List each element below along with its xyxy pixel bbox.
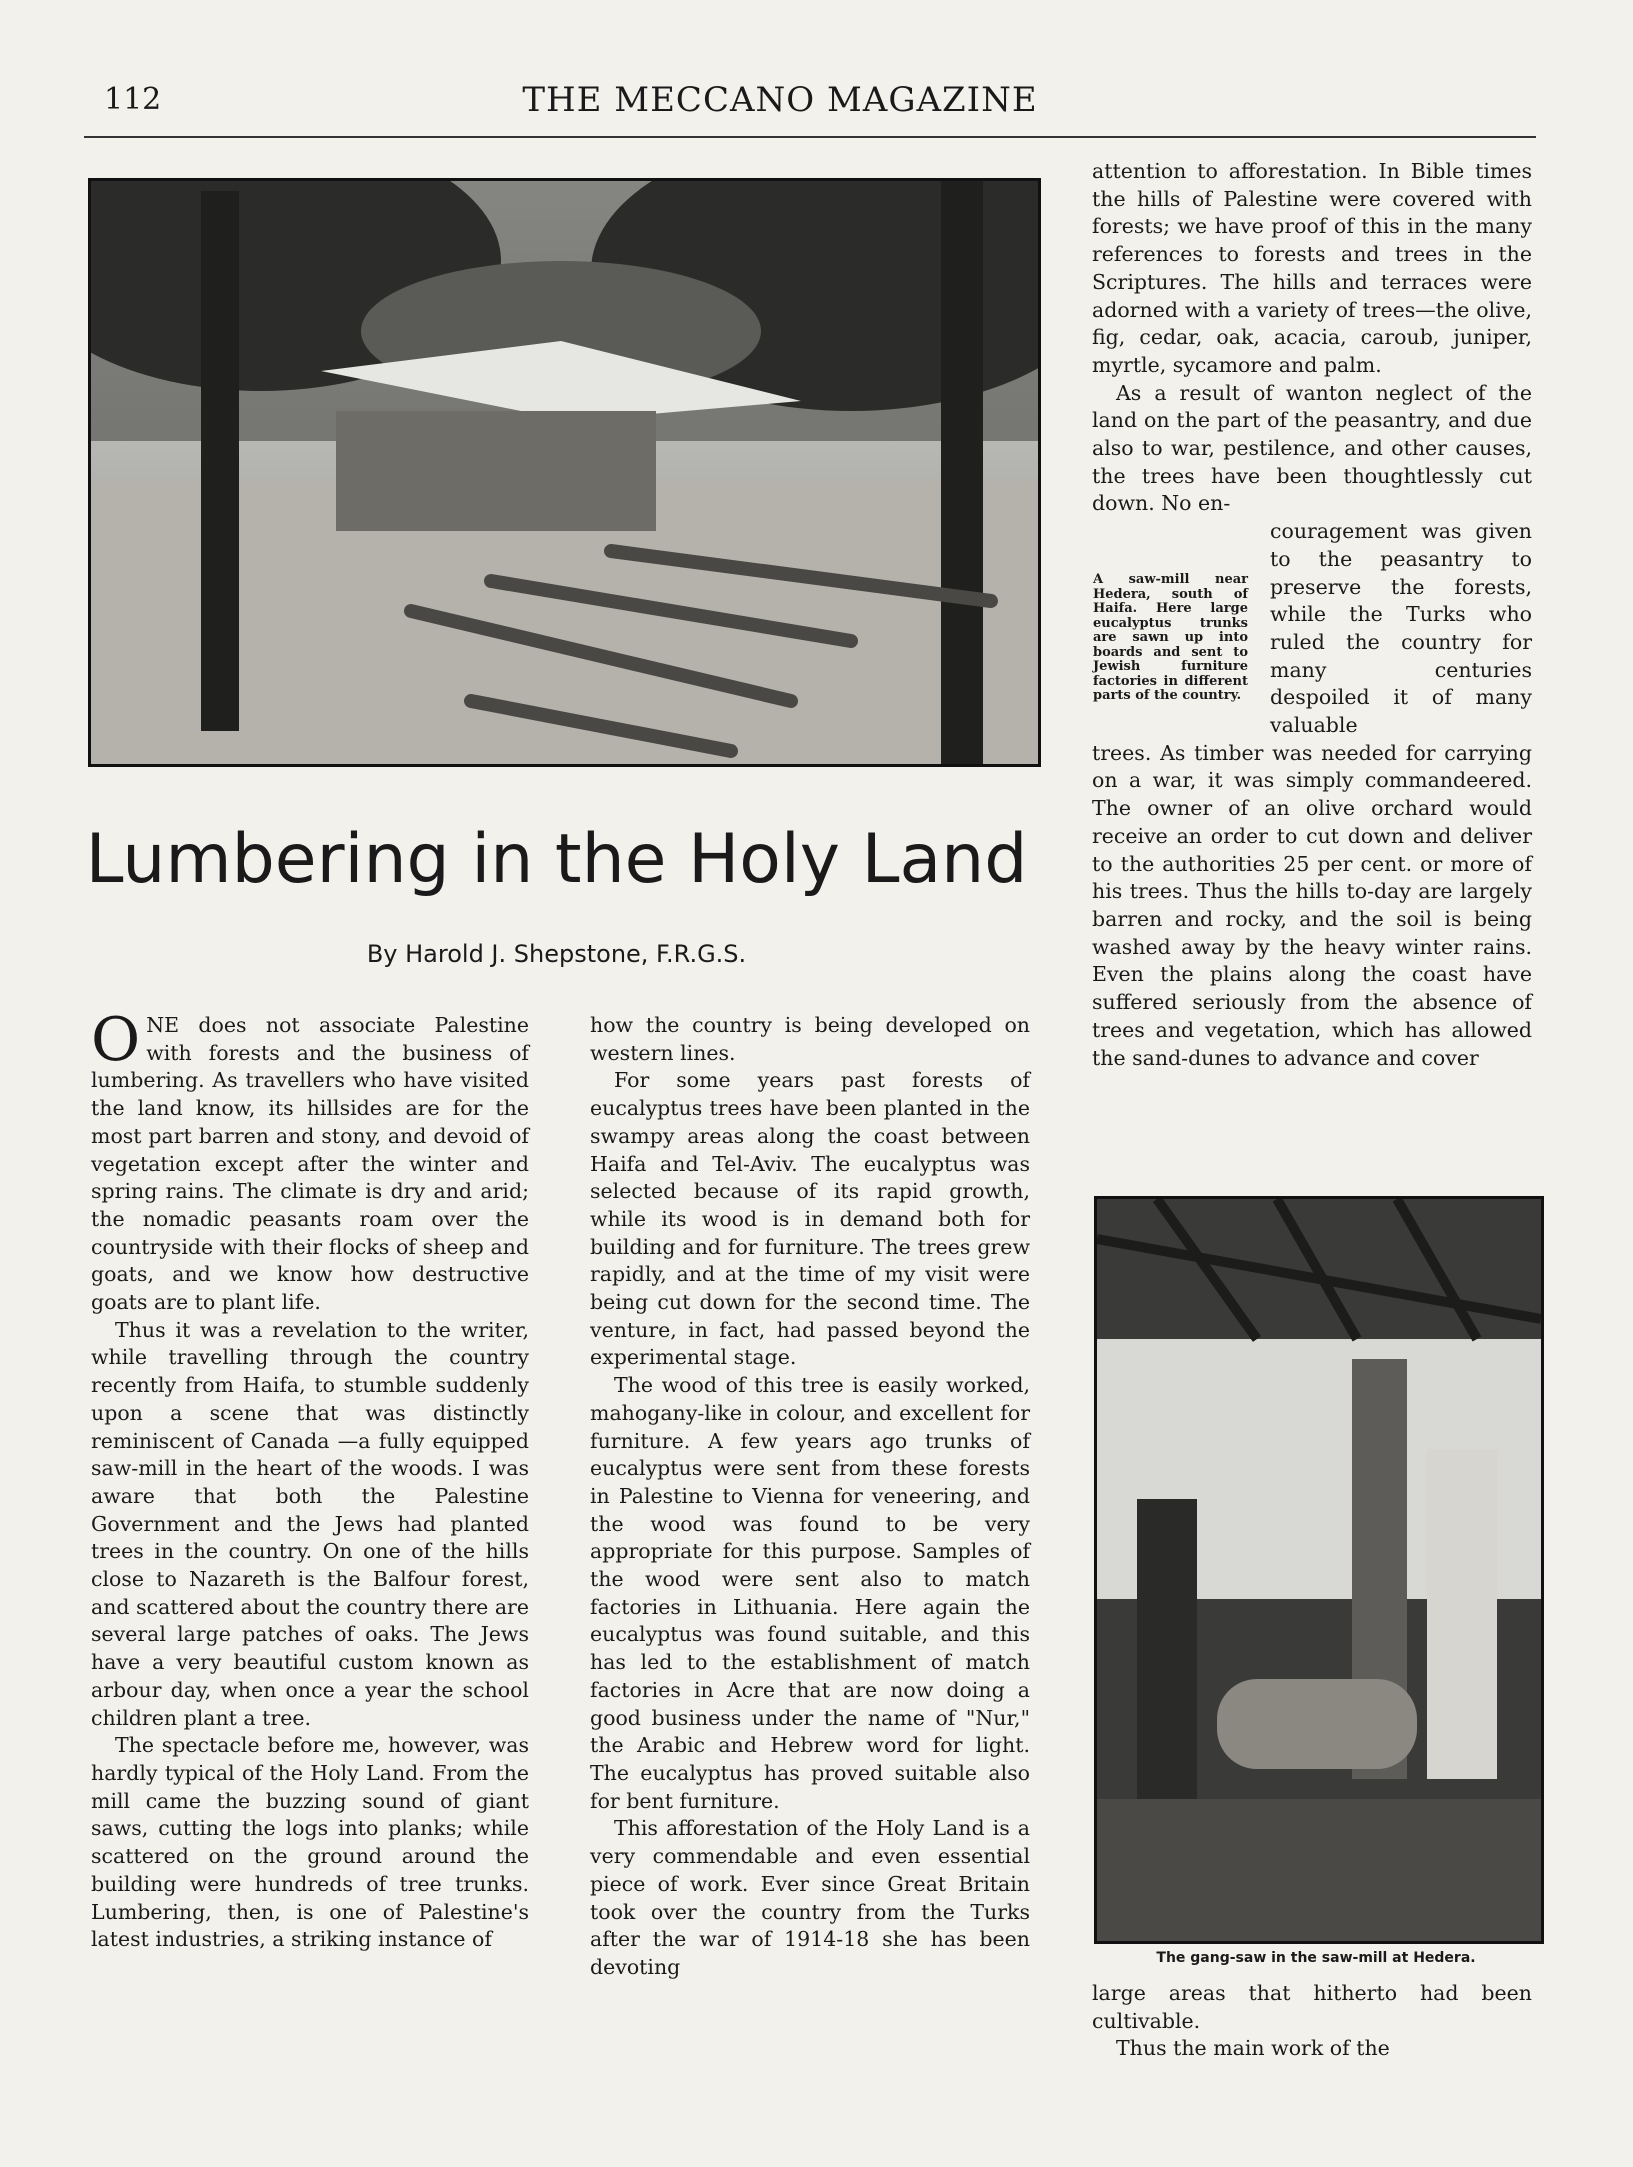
paragraph: large areas that hitherto had been cultivable. (1092, 1981, 1532, 2033)
byline: By Harold J. Shepstone, F.R.G.S. (366, 940, 747, 968)
paragraph: For some years past forests of eucalyptus trees have been planted in the swampy areas along the coast between Haifa and Tel-Aviv. The eucalyptus was selected because of its rapid growth, while its wood is in demand both for building and for furniture. The trees grew rapidly, and at the time of my visit were being cut down for the second time. The venture, in fact, had passed beyond the experimental stage. (590, 1068, 1030, 1370)
header-rule (84, 136, 1536, 138)
paragraph: As a result of wanton neglect of the land on the part of the peasantry, and due also to war, pestilence, and other causes, the trees have been thoughtlessly cut down. No en- (1092, 380, 1532, 516)
article-title: Lumbering in the Holy Land (85, 820, 1028, 899)
paragraph: ONE does not associate Palestine with forests and the business of lumbering. As travellers who have visited the land know, its hillsides are for the most part barren and stony, and devoid of vegetation except after the winter and spring rains. The climate is dry and arid; the nomadic peasants roam over the countryside with their flocks of sheep and goats, and we know how destructive goats are to plant life. (91, 1005, 529, 1315)
saw-mill-photo (88, 178, 1041, 767)
page-number: 112 (104, 82, 162, 117)
gang-saw-photo (1094, 1196, 1544, 1944)
paragraph: Thus it was a revelation to the writer, while travelling through the country recently from Haifa, to stumble suddenly upon a scene that was distinctly reminiscent of Canada —a fully equipped saw-mill in the heart of the woods. I was aware that both the Palestine Government and the Jews had planted trees in the country. On one of the hills close to Nazareth is the Balfour forest, and scattered about the country there are several large patches of oaks. The Jews have a very beautiful custom known as arbour day, when once a year the school children plant a tree. (91, 1317, 529, 1730)
paragraph: trees. As timber was needed for carrying on a war, it was simply commandeered. The owner of an olive orchard would receive an order to cut down and deliver to the authorities 25 per cent. or more of his trees. Thus the hills to-day are largely barren and rocky, and the soil is being washed away by the heavy winter rains. Even the plains along the coast have suffered seriously from the absence of trees and vegetation, which has allowed the sand-dunes to advance and cover (1092, 740, 1532, 1070)
running-head: THE MECCANO MAGAZINE (522, 80, 1038, 120)
saw-mill-caption: A saw-mill near Hedera, south of Haifa. Here large eucalyptus trunks are sawn up into boards and sent to Jewish furniture factories in different parts of the country. (1093, 572, 1248, 703)
paragraph: The spectacle before me, however, was hardly typical of the Holy Land. From the mill came the buzzing sound of giant saws, cutting the logs into planks; while scattered on the ground around the building were hundreds of tree trunks. Lumbering, then, is one of Palestine's latest industries, a striking instance of (91, 1733, 529, 1952)
column-3 (1092, 158, 1532, 1072)
gang-saw-caption: The gang-saw in the saw-mill at Hedera. (1156, 1950, 1476, 1966)
column-1 (91, 1005, 529, 1954)
paragraph: The wood of this tree is easily worked, mahogany-like in colour, and excellent for furniture. A few years ago trunks of eucalyptus were sent from these forests in Palestine to Vienna for veneering, and the wood was found to be very appropriate for this purpose. Samples of the wood were sent also to match factories in Lithuania. Here again the eucalyptus was found suitable, and this has led to the establishment of match factories in Acre that are now doing a good business under the name of "Nur," the Arabic and Hebrew word for light. The eucalyptus has proved suitable also for bent furniture. (590, 1373, 1030, 1813)
paragraph: Thus the main work of the (1116, 2036, 1390, 2061)
drop-cap: O (91, 1005, 141, 1075)
paragraph: This afforestation of the Holy Land is a very commendable and even essential piece of work. Ever since Great Britain took over the country from the Turks after the war of 1914-18 she has been devoting (590, 1816, 1030, 1979)
paragraph-wrapped: couragement was given to the peasantry to preserve the forests, while the Turks who ruled the country for many centuries despoiled it of many valuable (1270, 519, 1532, 738)
column-3-continued (1092, 1980, 1532, 2063)
paragraph: attention to afforestation. In Bible times the hills of Palestine were covered with forests; we have proof of this in the many references to forests and trees in the Scriptures. The hills and terraces were adorned with a variety of trees—the olive, fig, cedar, oak, acacia, caroub, juniper, myrtle, sycamore and palm. (1092, 159, 1532, 377)
column-2 (590, 1012, 1030, 1982)
paragraph: how the country is being developed on western lines. (590, 1013, 1030, 1065)
